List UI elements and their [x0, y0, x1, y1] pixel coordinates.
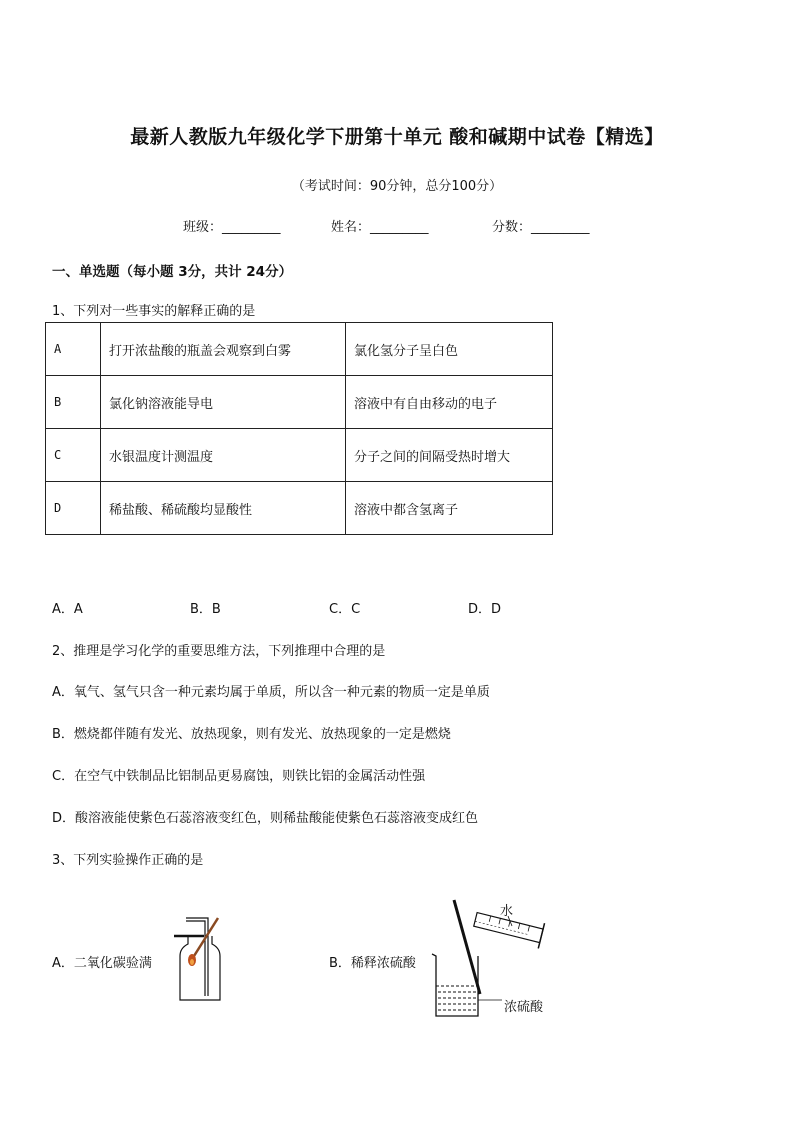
- choice-a[interactable]: A．A: [52, 602, 83, 617]
- row-fact: 氯化钠溶液能导电: [101, 376, 346, 429]
- class-field[interactable]: 班级：_________: [183, 220, 281, 235]
- gas-bottle-figure: [168, 912, 236, 1004]
- question-3-stem: 3、下列实验操作正确的是: [52, 853, 204, 868]
- table-row: [46, 429, 553, 482]
- section-heading: 一、单选题（每小题 3分，共计 24分）: [52, 264, 293, 280]
- row-key: C: [46, 429, 101, 482]
- choice-c[interactable]: C．C: [329, 602, 361, 617]
- water-label: 水: [500, 904, 514, 919]
- row-fact: 水银温度计测温度: [101, 429, 346, 482]
- row-explain: 氯化氢分子呈白色: [346, 323, 553, 376]
- score-field[interactable]: 分数：_________: [492, 220, 590, 235]
- question-2-option-a[interactable]: A．氧气、氢气只含一种元素均属于单质，所以含一种元素的物质一定是单质: [52, 685, 490, 700]
- choice-b[interactable]: B．B: [190, 602, 221, 617]
- choice-d[interactable]: D．D: [468, 602, 502, 617]
- row-key: A: [46, 323, 101, 376]
- table-row: [46, 482, 553, 535]
- name-field[interactable]: 姓名：_________: [331, 220, 429, 235]
- row-key: B: [46, 376, 101, 429]
- row-explain: 溶液中都含氢离子: [346, 482, 553, 535]
- exam-subtitle: （考试时间：90分钟，总分100分）: [291, 179, 503, 194]
- question-3-option-a[interactable]: A．二氧化碳验满: [52, 956, 152, 971]
- question-2-stem: 2、推理是学习化学的重要思维方法，下列推理中合理的是: [52, 644, 386, 659]
- row-explain: 分子之间的间隔受热时增大: [346, 429, 553, 482]
- page-title: 最新人教版九年级化学下册第十单元 酸和碱期中试卷【精选】: [130, 126, 664, 148]
- question-2-option-d[interactable]: D．酸溶液能使紫色石蕊溶液变红色，则稀盐酸能使紫色石蕊溶液变成红色: [52, 811, 479, 826]
- row-key: D: [46, 482, 101, 535]
- question-2-option-b[interactable]: B．燃烧都伴随有发光、放热现象，则有发光、放热现象的一定是燃烧: [52, 727, 451, 742]
- question-1-stem: 1、下列对一些事实的解释正确的是: [52, 304, 256, 319]
- row-fact: 稀盐酸、稀硫酸均显酸性: [101, 482, 346, 535]
- row-fact: 打开浓盐酸的瓶盖会观察到白雾: [101, 323, 346, 376]
- table-row: [46, 323, 553, 376]
- question-2-option-c[interactable]: C．在空气中铁制品比铝制品更易腐蚀，则铁比铝的金属活动性强: [52, 769, 426, 784]
- row-explain: 溶液中有自由移动的电子: [346, 376, 553, 429]
- table-row: [46, 376, 553, 429]
- question-1-table: [45, 322, 553, 535]
- question-3-option-b[interactable]: B．稀释浓硫酸: [329, 956, 416, 971]
- acid-label: 浓硫酸: [504, 1000, 544, 1015]
